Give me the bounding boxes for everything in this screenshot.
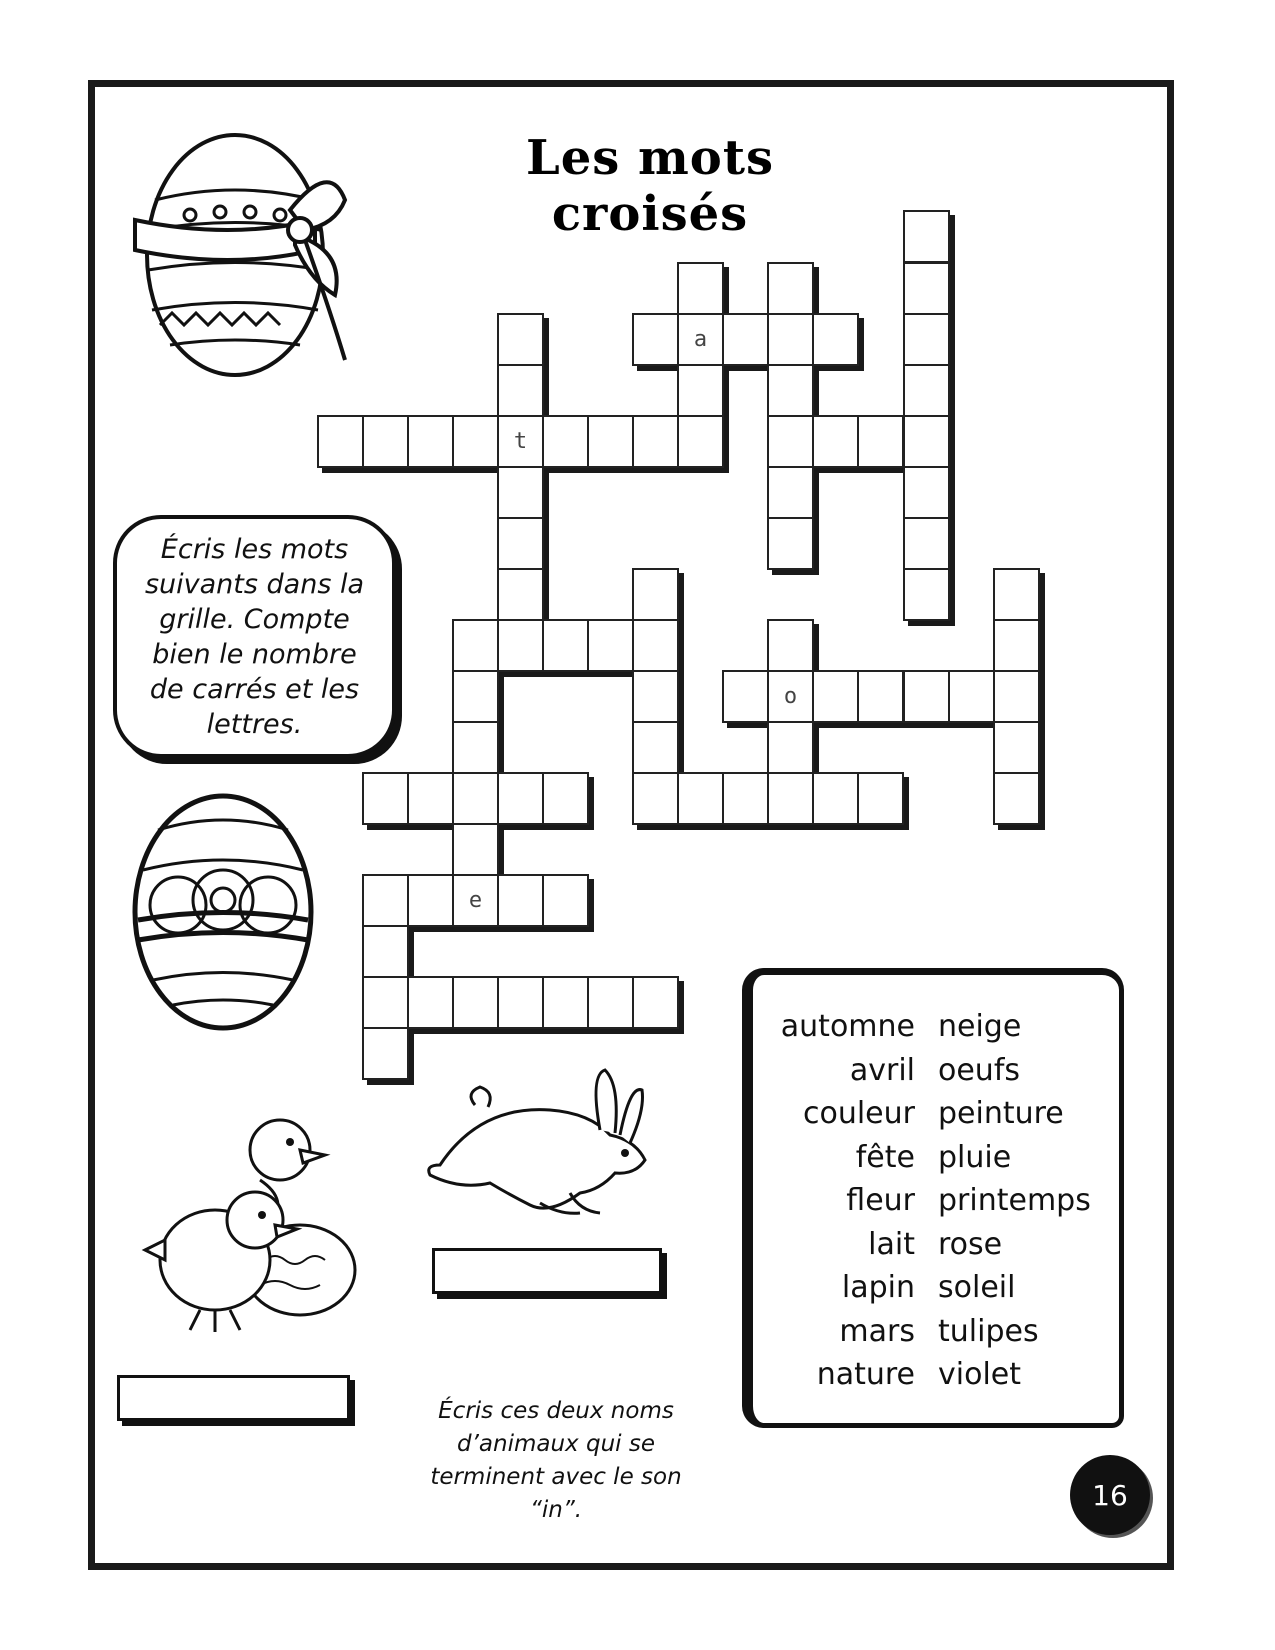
given-letter: t [513, 429, 528, 454]
word-list-item: fête [855, 1139, 915, 1175]
decorated-egg-with-bow-illustration [130, 120, 360, 380]
word-list-item: oeufs [938, 1052, 1021, 1088]
word-list-item: soleil [938, 1270, 1016, 1305]
word-list-item: violet [938, 1357, 1021, 1392]
word-list-item: tulipes [938, 1313, 1039, 1349]
word-list-item: lait [868, 1226, 915, 1262]
word-list-item: neige [938, 1009, 1022, 1044]
word-list-item: couleur [802, 1096, 915, 1131]
word-list-left-column [765, 1005, 915, 1397]
given-letter: a [693, 327, 708, 352]
word-list-item: nature [816, 1357, 915, 1392]
word-list-item: peinture [938, 1096, 1064, 1131]
instruction-text: Écris les mots suivants dans la grille. Compte bien le nombre de carrés et les lettres. [144, 533, 365, 740]
word-list-item: pluie [938, 1139, 1012, 1175]
word-list-item: rose [938, 1226, 1003, 1262]
page-number: 16 [1070, 1455, 1150, 1535]
word-list-right-column [938, 1005, 1118, 1397]
word-list-item: lapin [841, 1270, 915, 1305]
given-letter: o [783, 684, 798, 709]
word-list-item: fleur [846, 1183, 915, 1218]
chicks-illustration [140, 1110, 370, 1340]
given-letter: e [468, 888, 483, 913]
word-list-item: avril [849, 1052, 915, 1088]
rabbit-illustration [420, 1065, 670, 1225]
page-title: Les mots croisés [525, 130, 775, 242]
patterned-egg-illustration [128, 790, 318, 1035]
chick-answer-box[interactable] [117, 1375, 350, 1421]
animal-caption: Écris ces deux noms d’animaux qui se terminent avec le son “in”. [430, 1398, 682, 1523]
word-list-item: mars [839, 1313, 915, 1349]
word-list-item: printemps [938, 1183, 1091, 1218]
instruction-bubble [113, 515, 396, 758]
rabbit-answer-box[interactable] [432, 1248, 662, 1294]
word-list-item: automne [780, 1009, 915, 1044]
word-list-box [742, 968, 1124, 1428]
